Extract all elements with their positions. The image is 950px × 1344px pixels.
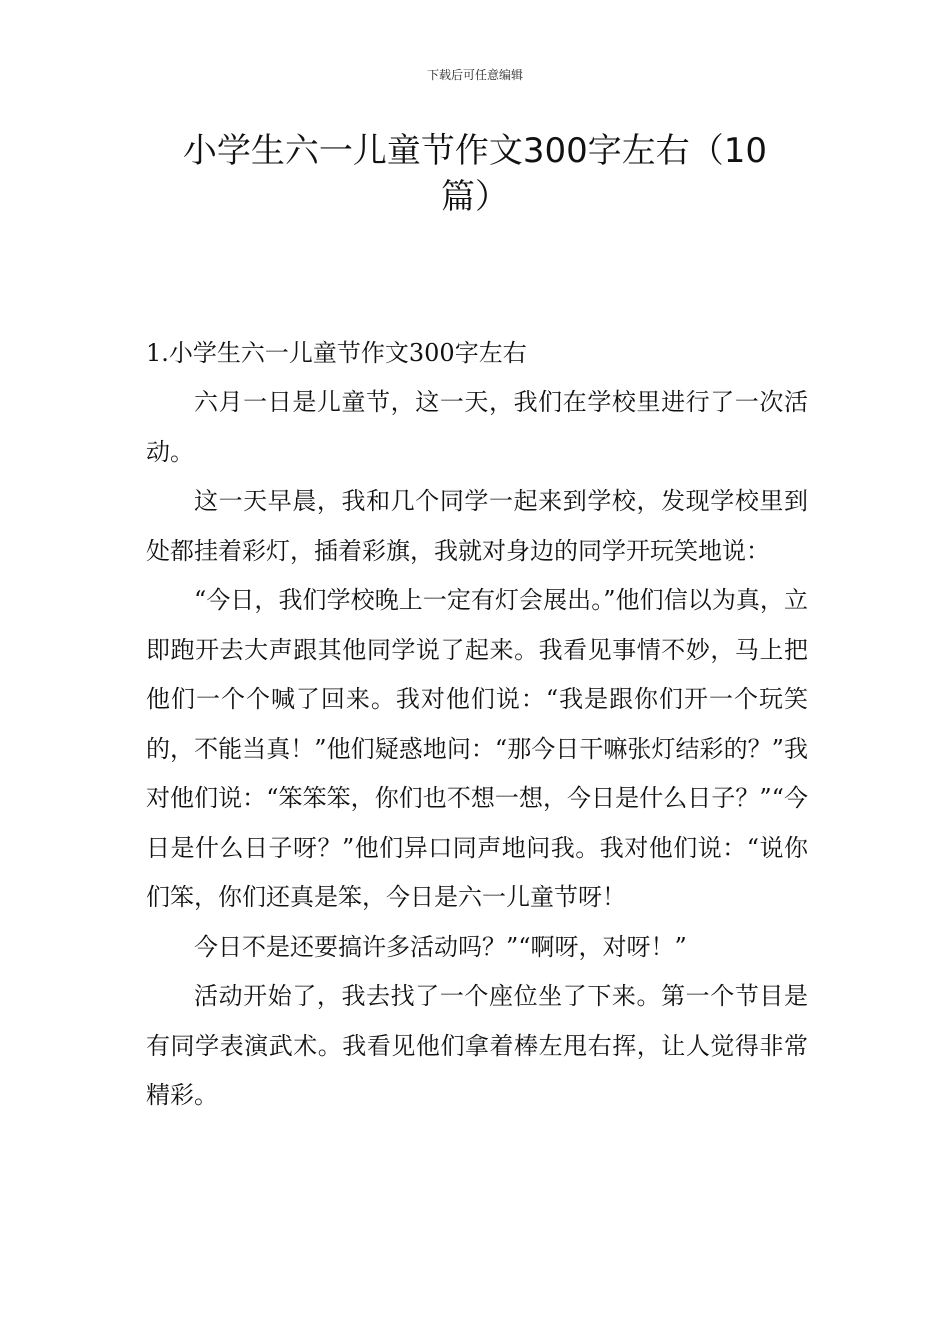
document-body (146, 329, 808, 1121)
paragraph: 六月一日是儿童节，这一天，我们在学校里进行了一次活动。 (146, 388, 808, 466)
paragraph: 活动开始了，我去找了一个座位坐了下来。第一个节目是有同学表演武术。我看见他们拿着棒左甩右挥，让人觉得非常精彩。 (146, 982, 808, 1109)
document-title: 小学生六一儿童节作文300字左右（10篇） (182, 131, 768, 217)
section-heading: 1.小学生六一儿童节作文300字左右 (146, 339, 527, 367)
paragraph: 这一天早晨，我和几个同学一起来到学校，发现学校里到处都挂着彩灯，插着彩旗，我就对身边的同学开玩笑地说： (146, 487, 808, 565)
paragraph: “今日，我们学校晚上一定有灯会展出。”他们信以为真，立即跑开去大声跟其他同学说了起来。我看见事情不妙，马上把他们一个个喊了回来。我对他们说：“我是跟你们开一个玩笑的，不能当真！”他们疑惑地问：“那今日干嘛张灯结彩的？”我对他们说：“笨笨笨，你们也不想一想，今日是什么日子？”“今日是什么日子呀？”他们异口同声地问我。我对他们说：“说你们笨，你们还真是笨，今日是六一儿童节呀！ (146, 586, 808, 911)
header-note: 下载后可任意编辑 (426, 68, 523, 82)
paragraph: 今日不是还要搞许多活动吗？”“啊呀，对呀！” (194, 932, 687, 961)
